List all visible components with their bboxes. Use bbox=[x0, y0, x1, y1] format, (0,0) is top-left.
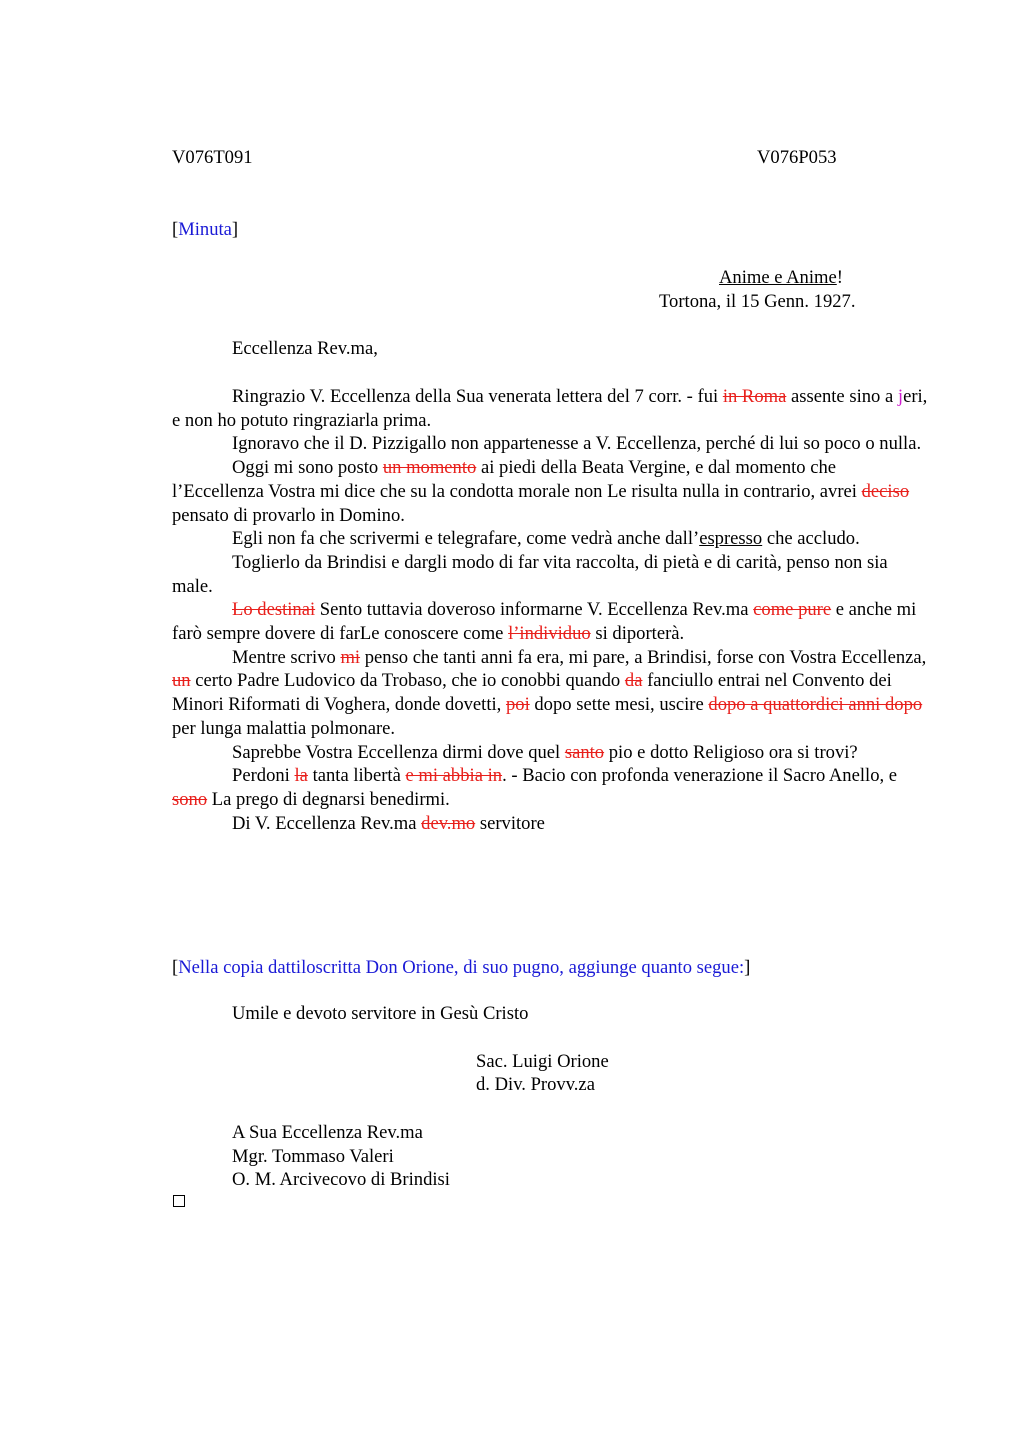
text-run: penso che tanti anni fa era, mi pare, a Brindisi, forse con Vostra Eccellenza, bbox=[360, 646, 927, 668]
text-run: Egli non fa che scrivermi e telegrafare, come vedrà anche dall’ bbox=[232, 528, 700, 550]
document-code-left: V076T091 bbox=[172, 147, 253, 168]
text-run: tanta libertà bbox=[307, 765, 406, 787]
text-run: assente sino a bbox=[786, 386, 898, 407]
bracket-close: ] bbox=[744, 957, 751, 978]
draft-label-text: Minuta bbox=[178, 219, 232, 240]
signature-name: Sac. Luigi Orione bbox=[476, 1051, 609, 1072]
salutation: Eccellenza Rev.ma, bbox=[232, 338, 378, 359]
draft-label bbox=[172, 218, 238, 242]
inserted-letter: j bbox=[897, 386, 904, 407]
text-run: Sento tuttavia doveroso informarne V. Eccellenza Rev.ma bbox=[315, 599, 754, 621]
text-run: Di V. Eccellenza Rev.ma bbox=[232, 812, 422, 834]
text-run: Mentre scrivo bbox=[232, 646, 341, 668]
text-run: Perdoni bbox=[232, 765, 295, 787]
place-date: Tortona, il 15 Genn. 1927. bbox=[659, 291, 856, 312]
closing-line: Umile e devoto servitore in Gesù Cristo bbox=[232, 1003, 529, 1024]
motto-text: Anime e Anime bbox=[719, 267, 837, 288]
deleted-text: sono bbox=[172, 788, 208, 810]
deleted-text: deciso bbox=[861, 480, 910, 502]
deleted-text: dopo a quattordici anni dopo bbox=[708, 694, 923, 716]
bracket-open: [ bbox=[172, 957, 179, 978]
deleted-text: poi bbox=[505, 694, 530, 716]
signature-title: d. Div. Provv.za bbox=[476, 1074, 595, 1095]
text-run: dopo sette mesi, uscire bbox=[529, 694, 709, 716]
paragraph-3 bbox=[172, 456, 932, 527]
underlined-text: espresso bbox=[699, 528, 763, 550]
text-run: . - Bacio con profonda venerazione il Sacro Anello, e bbox=[502, 765, 898, 787]
text-run: si diporterà. bbox=[590, 623, 685, 645]
paragraph-9 bbox=[172, 764, 932, 811]
deleted-text: dev.mo bbox=[421, 812, 476, 834]
text-run: certo Padre Ludovico da Trobaso, che io conobbi quando bbox=[190, 670, 625, 692]
paragraph-7 bbox=[172, 646, 932, 741]
text-run: fanciullo entrai nel Convento dei Minori Riformati di Voghera, donde dovetti, bbox=[172, 670, 892, 716]
text-run: che accludo. bbox=[762, 528, 860, 550]
deleted-text: santo bbox=[564, 741, 605, 763]
text-run: ai piedi della Beata Vergine, e dal momento che l’Eccellenza Vostra mi dice che su la condotta morale non Le risulta nulla in contrario, avrei bbox=[172, 457, 862, 502]
addressee-line-1: A Sua Eccellenza Rev.ma bbox=[232, 1122, 423, 1143]
text-run: per lunga malattia polmonare. bbox=[172, 717, 396, 739]
bracket-close: ] bbox=[231, 219, 239, 240]
motto bbox=[719, 266, 843, 290]
text-run: pensato di provarlo in Domino. bbox=[172, 504, 405, 526]
deleted-text: mi bbox=[340, 646, 361, 668]
paragraph-6 bbox=[172, 598, 932, 645]
paragraph-5: Toglierlo da Brindisi e dargli modo di far vita raccolta, di pietà e di carità, penso non sia male. bbox=[172, 551, 888, 597]
paragraph-4 bbox=[172, 527, 932, 551]
deleted-text: e mi abbia in bbox=[405, 765, 503, 787]
text-run: Oggi mi sono posto bbox=[232, 457, 383, 479]
motto-suffix: ! bbox=[836, 267, 843, 288]
deleted-text: la bbox=[294, 765, 308, 787]
deleted-text: l’individuo bbox=[508, 623, 591, 645]
text-run: e anche mi farò sempre dovere di farLe conoscere come bbox=[172, 599, 917, 645]
bracket-open: [ bbox=[172, 219, 179, 240]
paragraph-2: Ignoravo che il D. Pizzigallo non appartenesse a V. Eccellenza, perché di lui so poco o nulla. bbox=[232, 433, 922, 455]
deleted-text: un bbox=[172, 670, 191, 692]
text-run: eri, e non ho potuto ringraziarla prima. bbox=[172, 386, 928, 431]
text-run: servitore bbox=[475, 812, 545, 834]
deleted-text: da bbox=[624, 670, 643, 692]
editor-note-text: Nella copia dattiloscritta Don Orione, di suo pugno, aggiunge quanto segue: bbox=[178, 957, 745, 978]
paragraph-8 bbox=[172, 741, 932, 765]
deleted-text: in Roma bbox=[722, 386, 787, 407]
paragraph-10 bbox=[172, 812, 932, 836]
letter-body bbox=[172, 385, 932, 835]
paragraph-1 bbox=[172, 385, 932, 432]
text-run: pio e dotto Religioso ora si trovi? bbox=[604, 741, 858, 763]
editor-note bbox=[172, 956, 750, 980]
addressee-line-2: Mgr. Tommaso Valeri bbox=[232, 1146, 394, 1167]
deleted-text: come pure bbox=[753, 599, 832, 621]
text-run: Saprebbe Vostra Eccellenza dirmi dove quel bbox=[232, 741, 565, 763]
text-run: La prego di degnarsi benedirmi. bbox=[207, 788, 450, 810]
deleted-text: un momento bbox=[382, 457, 477, 479]
end-marker-square-icon bbox=[173, 1195, 185, 1207]
text-run: Ringrazio V. Eccellenza della Sua venerata lettera del 7 corr. - fui bbox=[232, 386, 723, 407]
document-code-right: V076P053 bbox=[757, 147, 837, 168]
deleted-text: Lo destinai bbox=[232, 599, 316, 621]
addressee-line-3: O. M. Arcivecovo di Brindisi bbox=[232, 1169, 450, 1190]
